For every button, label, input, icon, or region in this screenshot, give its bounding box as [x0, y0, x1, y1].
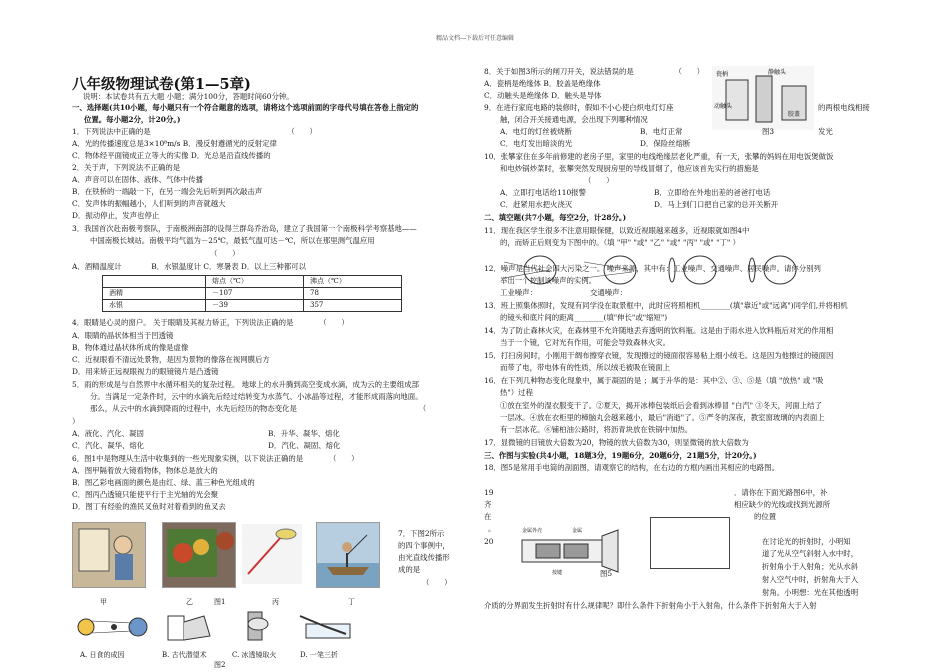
vegetables-tv-icon	[163, 523, 235, 587]
q10-paren: （ ）	[584, 176, 614, 185]
q16-line2: 热"）过程	[500, 388, 533, 397]
fig2-bent-pencil	[296, 612, 356, 642]
q5-line3: 那么，从云中的水滴到降雨的过程中，水先后经历的物态变化是 （	[90, 404, 427, 413]
fisherman-icon	[317, 523, 379, 587]
table-row	[103, 288, 402, 300]
q2-c: C．发声体的振幅越小，人们听到的声音就越大	[72, 199, 226, 208]
q17: 17．显微镜的目镜放大倍数为20，物镜的放大倍数为30，则显微镜的放大倍数为	[484, 438, 749, 447]
q3-options: A．酒精温度计 B．水银温度计 C．寒暑表 D．以上三种都可以	[72, 262, 306, 271]
q16-line3: ①放在室外的湿衣服变干了。②夏天，揭开冰棒包装纸后会看到冰棒冒 "白汽" ③冬天，河面上结了	[500, 401, 822, 410]
q16: 16．在下列几种物态变化现象中，属于凝固的是 ；属于升华的是：其中②、③、⑤是（填 "放热" 或 "吸	[484, 376, 824, 385]
q8-ab: A．瓷柄是绝缘体 B．胶盖是绝缘体	[484, 79, 601, 88]
fig1-tv-photo	[162, 522, 236, 588]
q10: 10．张攀家住在多年前修建的老房子里，家里的电线绝缘层老化严重，有一天，张攀的妈妈在用电饭煲做饭	[484, 152, 834, 161]
fig5-caption: 图5	[600, 569, 613, 578]
q9-c: C．电灯发出暗淡的光	[500, 139, 573, 148]
q12-traffic: 交通噪声：	[590, 288, 627, 297]
q4-b: B．物体通过晶状体所成的像是虚像	[72, 343, 189, 352]
q9-d: D．保险丝熔断	[640, 139, 691, 148]
fig2-label: B. 古代潜望术	[162, 651, 207, 659]
q14: 14．为了防止森林火灾，在森林里不允许随地丢弃透明的饮料瓶。这是由于雨水进入饮料瓶后对光的作用相	[484, 326, 834, 335]
q15: 15．打扫房间时，小刚用干绸布擦穿衣镜，发现擦过的镜面很容易粘上细小绒毛。这是因为他擦过的镜面因	[484, 351, 834, 360]
q9-line2: 触，闭合开关接通电源，会出现下列哪种情况	[500, 115, 648, 124]
q12: 12．噪声是当代社会四大污染之一。 噪声来源，其中有：工业噪声、交通噪声、居民噪声。请你分别列	[484, 264, 821, 273]
page-title: 八年级物理试卷(第1—5章)	[72, 76, 251, 93]
q19-fragment: 齐	[484, 500, 492, 509]
q11-line2: 的，而矫正后则变为下图中的。（填 "甲" "或" "乙" "或" "丙" "或" "丁" ）	[500, 238, 741, 247]
circuit-answer-box[interactable]	[650, 517, 730, 569]
q19-right-3: 的位置	[754, 512, 777, 521]
q19-dot: 。	[488, 524, 496, 533]
q9: 9．在进行家庭电路的装修时，假如不小心使白炽电灯灯座	[484, 103, 674, 112]
q3-line2: 中国南极长城站。南极平均气温为－25℃，最低气温可达－℃，所以在那里测气温应用	[90, 236, 375, 245]
q7-line2: 的四个事例中，	[398, 541, 450, 550]
bent-pencil-icon	[296, 612, 356, 642]
q3: 3．我国首次赴南极考察队，于南极洲南部的设得兰群岛乔治岛，建立了我国第一个南极科学考察基地——	[72, 224, 417, 233]
q19-right: ．请你在下面光路图6中，补	[734, 488, 828, 497]
q2: 2．关于声，下列说法不正确的是	[72, 163, 181, 172]
q4: 4．眼睛是心灵的窗户。 关于眼睛及其视力矫正，下列说法正确的是 （ ）	[72, 318, 349, 327]
q4-d: D．用来矫正远视眼视力的眼镜镜片是凸透镜	[72, 367, 219, 376]
q7: 7．下图2所示	[398, 529, 445, 538]
q11: 11．现在我区学生很多不注意用眼保健，以致近视眼越来越多，近视眼就如图4中	[484, 226, 750, 235]
svg-text:金属外壳: 金属外壳	[522, 528, 543, 534]
q19-number: 19	[484, 488, 494, 497]
q10-a: A．立即打电话给110报警	[500, 188, 586, 197]
table-cell: －107	[206, 288, 304, 300]
q1: 1．下列说法中正确的是 （ ）	[72, 127, 317, 136]
fig1-label: 乙	[186, 598, 193, 606]
fig3-knife-switch	[712, 66, 814, 130]
q6-b: B．图乙彩电画面的颜色是由红、绿、蓝三种色光组成的	[72, 478, 255, 487]
fig1-magnifier-photo	[72, 522, 146, 588]
magnifier-person-icon	[73, 523, 145, 587]
q1-opts-ab: A．光的传播速度总是3×10⁸m/s B．漫反射遵循光的反射定律	[72, 139, 277, 148]
q18: 18．图5是常用手电筒的剖面图，请观察它的结构，在右边的方框内画出其相应的电路图。	[484, 463, 779, 472]
q9-b: B．电灯正常	[640, 127, 683, 136]
fig1-fisherman-photo	[316, 522, 380, 588]
q6: 6．图1中是物理从生活中收集到的一些光现象实例，以下说法正确的是 （ ）	[72, 454, 359, 463]
q9-tail2: 发光	[818, 127, 833, 136]
q3-paren: （ ）	[210, 249, 240, 258]
q4-c: C．近视眼看不清远处景物，是因为景物的像落在视网膜后方	[72, 355, 270, 364]
table-header-cell: 沸点（℃）	[304, 276, 402, 288]
q10-d: D．马上到门口把自己家的总开关断开	[654, 200, 779, 209]
melting-boiling-table	[102, 275, 402, 312]
q8: 8．关于如图3所示的闸刀开关，说法错误的是 （ ）	[484, 67, 705, 76]
fig3-caption: 图3	[762, 127, 775, 136]
q6-c: C．图丙凸透镜只能使平行于主光轴的光会聚	[72, 490, 219, 499]
table-cell: －39	[206, 300, 304, 312]
q12-industrial: 工业噪声：	[500, 288, 537, 297]
table-cell: 水银	[103, 300, 206, 312]
q10-line2: 和电炒锅炒菜时，张攀突然发现厨房里的导线冒烟了，他应该首先实行的措施是	[500, 164, 759, 173]
q16-line5: 有一层冰花。⑥铺柏油公路时，将沥青块放在铁锅中加热。	[500, 425, 693, 434]
q4-a: A．眼睛的晶状体相当于凹透镜	[72, 331, 174, 340]
q5-line2: 分。当满足一定条件时，云中的水滴先后经过结转变为水蒸气、小冰晶等过程，才能形成雨落向地面。	[90, 392, 423, 401]
q20-right-5: 射角。小明想：光在其他透明	[762, 588, 859, 597]
fig1-lens-photo	[242, 524, 302, 584]
section1-title-2: 位置。每小题2分，计20分。)	[84, 115, 181, 124]
q7-line4: 成的是	[398, 565, 421, 574]
q20-number: 20	[484, 537, 494, 546]
table-header-cell	[103, 276, 206, 288]
ice-lens-icon	[234, 610, 280, 642]
q10-c: C．赶紧用水把火浇灭	[500, 200, 573, 209]
svg-text:胶盖: 胶盖	[788, 111, 801, 118]
periscope-icon	[164, 612, 216, 642]
q13: 13．班上照集体照时，发现有同学没在取景框中，此时应将照相机________(填"靠近"或"远离")同学们,并将相机	[484, 301, 848, 310]
knife-switch-icon	[712, 66, 814, 130]
table-cell: 78	[304, 288, 402, 300]
svg-text:瓷柄: 瓷柄	[716, 71, 729, 78]
q20-right: 在讨论光的折射时，小明知	[762, 537, 851, 546]
q8-cd: C．动触头是绝缘体 D．触头是导体	[484, 91, 602, 100]
q7-paren: （ ）	[422, 578, 452, 587]
section3-title: 三、作图与实验(共4小题，18题3分，19题6分，20题6分，21题5分，计20分。)	[484, 451, 757, 460]
fig2-ice-lens	[234, 610, 280, 642]
page-header: 精品文档---下载后可任意编辑	[435, 35, 515, 42]
q2-b: B．在铁桥的一端敲一下，在另一端会先后听到两次敲击声	[72, 187, 263, 196]
convex-lens-icon	[242, 524, 302, 584]
section2-title: 二、填空题(共7小题，每空2分，计28分。)	[484, 213, 627, 222]
q9-a: A．电灯的灯丝被烧断	[500, 127, 572, 136]
fig1-label: 丙	[272, 598, 279, 606]
q16-line4: 一层冰。④放在衣柜里的樟脑丸会越来越小，最后"消逝"了。⑤严冬的深夜，教室窗玻璃的内表面上	[500, 413, 825, 422]
q6-a: A．图甲隔着放大镜看物体，物体总是放大的	[72, 466, 218, 475]
table-cell: 357	[304, 300, 402, 312]
q19-fragment-2: 在	[484, 512, 492, 521]
fig2-label: D. 一笔三折	[300, 651, 338, 659]
q20-right-3: 折射角小于入射角；光从水斜	[762, 562, 859, 571]
table-header-cell: 熔点（℃）	[206, 276, 304, 288]
q12-line2: 举出一个控制该噪声的实例。	[500, 276, 597, 285]
table-row	[103, 300, 402, 312]
q19-right-2: 相应缺少的光线或找到光源所	[734, 500, 831, 509]
q5: 5．雨的形成是与自然界中水循环相关的复杂过程。 地球上的水升腾到高空变成水滴，成为云的主要组成部	[72, 380, 420, 389]
fig2-eclipse	[76, 612, 150, 642]
q2-a: A．声音可以在固体、液体、气体中传播	[72, 175, 203, 184]
q5-c: C．汽化、凝华、熔化	[72, 441, 145, 450]
q15-line2: 而带了电，带电体有的性质，所以绒毛被吸在镜面上	[500, 363, 670, 372]
fig1-caption: 图1	[214, 598, 226, 606]
svg-text:按键: 按键	[552, 570, 563, 576]
q13-line2: 的镜头和底片间的距离________(填"伸长"或"缩短")	[500, 313, 668, 322]
q10-b: B．立即给在外地出差的爸爸打电话	[654, 188, 771, 197]
q14-line2: 当于一个镜，它对光有作用，可能会导致森林火灾。	[500, 338, 670, 347]
table-cell: 酒精	[103, 288, 206, 300]
q5-close: ）	[72, 417, 80, 426]
svg-text:金属: 金属	[572, 528, 583, 534]
fig2-label: A. 日食的成因	[80, 651, 125, 659]
fig1-label: 甲	[100, 598, 107, 606]
section1-title: 一、选择题(共10小题，每小题只有一个符合题意的选项，请将这个选项前面的字母代号填在答卷上指定的	[72, 103, 419, 112]
q20-right-2: 道了光从空气斜射入水中时，	[762, 549, 859, 558]
q1-opts-cd: C．物体经平面镜成正立等大的实像 D．光总是沿直线传播的	[72, 151, 271, 160]
q7-line3: 由光直线传播形	[398, 553, 450, 562]
q5-d: D．汽化、凝固、熔化	[268, 441, 341, 450]
q6-d: D．图丁有经验的渔民叉鱼时对着看到的鱼叉去	[72, 502, 226, 511]
q20-line6: 介质的分界面发生折射时有什么规律呢？即什么条件下折射角小于入射角，什么条件下折射角大于入射	[484, 601, 817, 610]
q5-a: A．液化、汽化、凝固	[72, 429, 144, 438]
svg-text:静触头: 静触头	[768, 69, 787, 76]
q9-tail: 的两根电线相接	[818, 103, 870, 112]
fig2-caption: 图2	[214, 661, 226, 669]
q5-b: B．升华、凝华、熔化	[268, 429, 340, 438]
fig1-label: 丁	[348, 598, 355, 606]
notice: 说明：本试卷共有五大题 小题；满分100分，答题时间60分钟。	[83, 92, 294, 101]
q20-right-4: 射入空气中时，折射角大于入	[762, 575, 859, 584]
fig2-label: C. 冰透镜取火	[232, 651, 277, 659]
q2-d: D．振动停止，发声也停止	[72, 211, 160, 220]
svg-text:动触头: 动触头	[714, 103, 733, 110]
fig2-periscope	[164, 612, 216, 642]
solar-eclipse-icon	[76, 612, 150, 642]
